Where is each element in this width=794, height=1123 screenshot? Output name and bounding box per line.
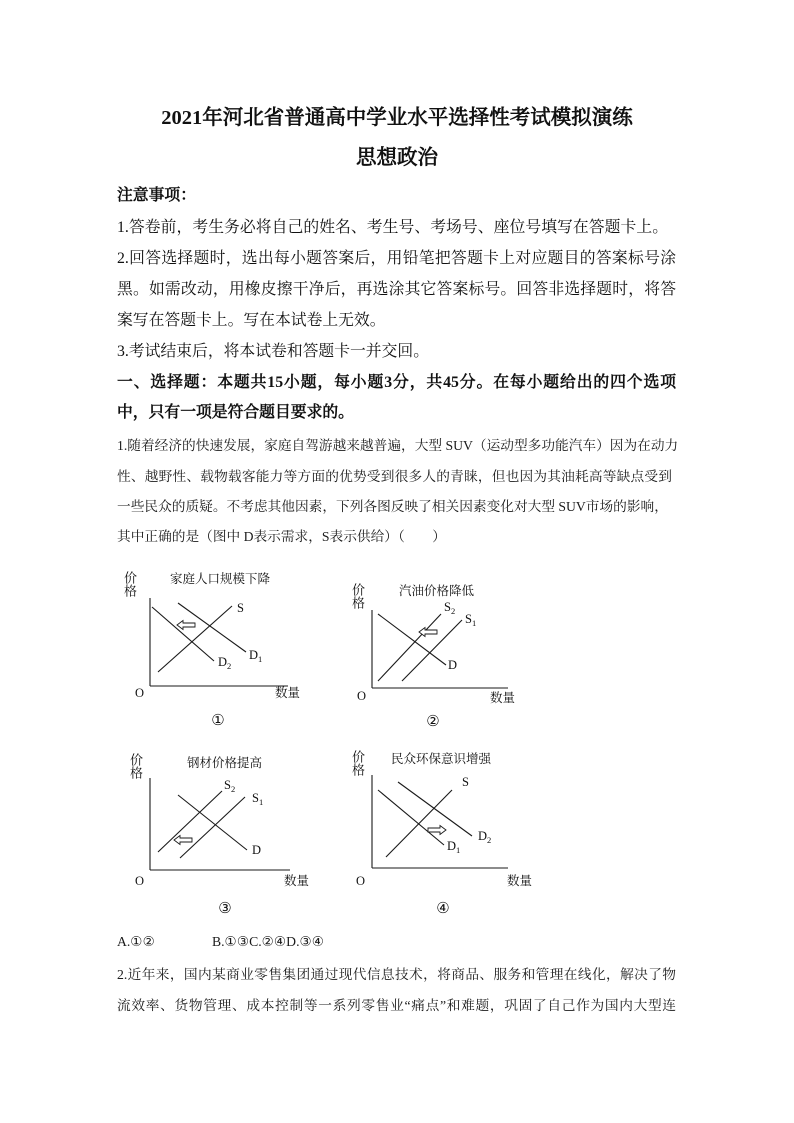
figure-4-x-axis-label: 数量 [507, 874, 533, 888]
exam-subject: 思想政治 [356, 147, 438, 169]
figure-4-title: 民众环保意识增强 [391, 752, 492, 766]
figure-4-label-d2: $D_2$ [478, 829, 492, 845]
exam-title: 2021年河北省普通高中学业水平选择性考试模拟演练 [161, 107, 633, 129]
figure-2-demand-curve-d [378, 614, 446, 665]
figure-2-number: ② [426, 714, 440, 730]
figure-1-label-s: S [237, 601, 244, 615]
notes-heading: 注意事项： [117, 187, 196, 204]
figure-3-label-s1: $S_1$ [252, 791, 264, 807]
section-heading-line-2: 中，只有一项是符合题目要求的。 [117, 404, 354, 421]
question1-options-b-c-d: B.①③C.②④D.③④ [212, 934, 325, 949]
figure-2-supply-curve-s2 [378, 614, 441, 681]
figure-1-number: ① [211, 713, 225, 729]
figure-4-right-arrow-icon [428, 826, 446, 835]
question2-line-1: 2.近年来，国内某商业零售集团通过现代信息技术，将商品、服务和管理在线化，解决了物 [117, 967, 676, 982]
figure-3-label-s2: $S_2$ [224, 778, 236, 794]
notes-line-1: 1.答卷前，考生务必将自己的姓名、考生号、考场号、座位号填写在答题卡上。 [117, 219, 668, 236]
figure-1-demand-curve-d2 [152, 607, 214, 661]
figure-1-left-arrow-icon [177, 621, 195, 630]
question1-line-4: 其中正确的是（图中 D表示需求，S表示供给）（ ） [117, 529, 446, 544]
figure-3-supply-curve-s2 [158, 791, 222, 852]
notes-line-3: 黑。如需改动，用橡皮擦干净后，再选涂其它答案标号。回答非选择题时，将答 [117, 281, 676, 298]
figure-2-x-axis-label: 数量 [490, 691, 516, 705]
section-heading-line-1: 一、选择题：本题共15小题，每小题3分，共45分。在每小题给出的四个选项 [117, 374, 676, 391]
figure-1-title: 家庭人口规模下降 [170, 572, 271, 586]
question2-line-2: 流效率、货物管理、成本控制等一系列零售业“痛点”和难题，巩固了自己作为国内大型连 [117, 998, 676, 1013]
figure-2-y-axis-label: 价格 [350, 583, 365, 609]
question1-line-2: 性、越野性、载物载客能力等方面的优势受到很多人的青睐，但也因为其油耗高等缺点受到 [117, 469, 672, 484]
figure-3-title: 钢材价格提高 [187, 756, 263, 770]
notes-line-5: 3.考试结束后，将本试卷和答题卡一并交回。 [117, 343, 429, 360]
figure-4-y-axis-label: 价格 [350, 750, 365, 776]
figure-2-title: 汽油价格降低 [399, 584, 475, 598]
figure-1-x-axis-label: 数量 [275, 686, 301, 700]
figure-1-y-axis-label: 价格 [122, 571, 137, 597]
figure-2-origin: O [357, 689, 367, 703]
figure-3-left-arrow-icon [174, 836, 192, 845]
figure-1 [135, 571, 300, 729]
figure-3-label-d: D [252, 843, 262, 857]
figure-2-label-s1: $S_1$ [465, 612, 477, 628]
figure-4-number: ④ [436, 901, 450, 917]
figure-3-number: ③ [218, 901, 232, 917]
figure-4-demand-curve-d1 [378, 790, 444, 845]
figure-4 [356, 752, 532, 917]
figure-4-origin: O [356, 874, 366, 888]
question1-figures [110, 560, 550, 930]
question1-line-1: 1.随着经济的快速发展，家庭自驾游越来越普遍，大型 SUV（运动型多功能汽车）因为在动力 [117, 438, 679, 453]
figure-1-label-d2: $D_2$ [218, 655, 232, 671]
figure-2-label-d: D [448, 658, 458, 672]
figure-2-label-s2: $S_2$ [444, 600, 456, 616]
notes-line-2: 2.回答选择题时，选出每小题答案后，用铅笔把答题卡上对应题目的答案标号涂 [117, 250, 676, 267]
notes-line-4: 案写在答题卡上。写在本试卷上无效。 [117, 312, 386, 329]
question1-option-a: A.①② [117, 934, 155, 949]
figure-3 [135, 755, 309, 917]
question1-line-3: 一些民众的质疑。不考虑其他因素，下列各图反映了相关因素变化对大型 SUV市场的影响， [117, 499, 668, 514]
figure-4-label-s: S [462, 775, 469, 789]
figure-3-supply-curve-s1 [180, 797, 245, 858]
figure-3-origin: O [135, 874, 145, 888]
figure-1-label-d1: $D_1$ [249, 648, 263, 664]
supply-demand-diagrams [110, 560, 550, 930]
figure-2 [357, 583, 515, 730]
figure-4-label-d1: $D_1$ [447, 839, 461, 855]
figure-1-origin: O [135, 686, 145, 700]
figure-3-y-axis-label: 价格 [128, 753, 143, 779]
figure-3-x-axis-label: 数量 [284, 874, 310, 888]
